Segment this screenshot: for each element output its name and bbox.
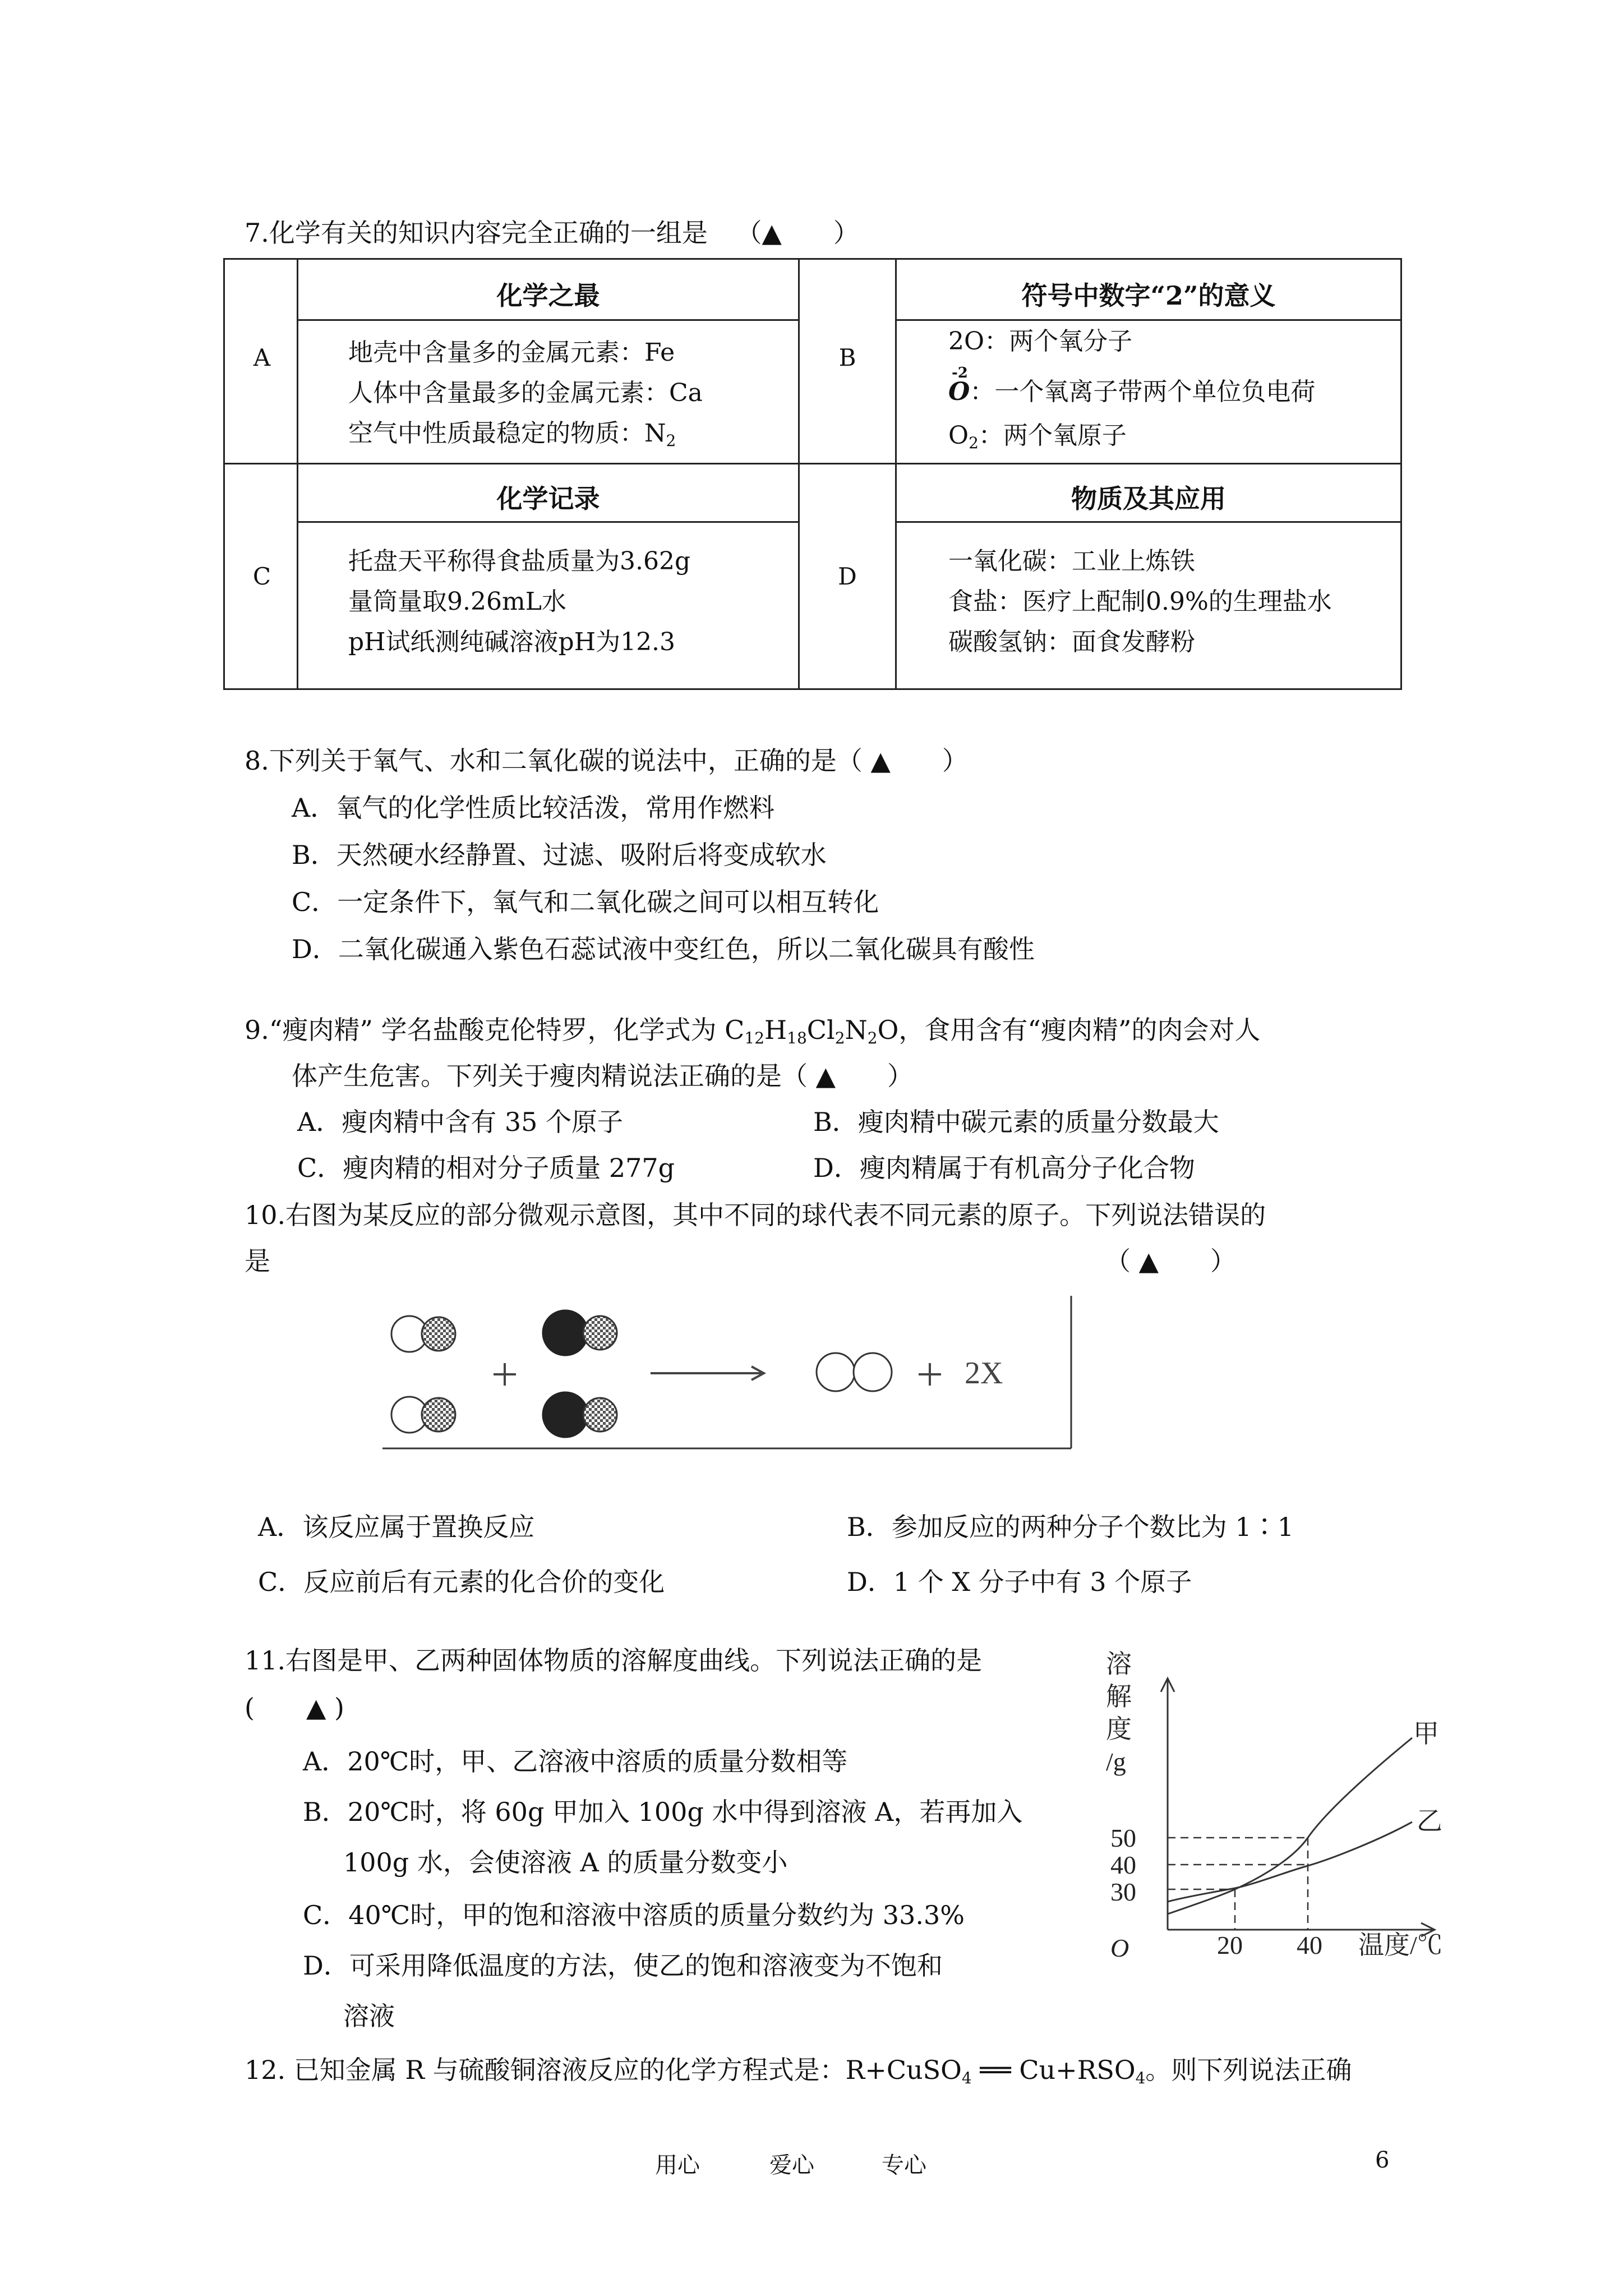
q11-option-b-line1: B．20℃时，将 60g 甲加入 100g 水中得到溶液 A，若再加入: [303, 1797, 1023, 1827]
q8-option-c: C．一定条件下，氧气和二氧化碳之间可以相互转化: [292, 887, 879, 917]
product-2x-label: 2X: [965, 1356, 1003, 1391]
table-divider: [225, 463, 1402, 464]
y-tick-label-40: 40: [1110, 1851, 1136, 1879]
q9-stem-line2: 体产生危害。下列关于瘦肉精说法正确的是（ ▲ ）: [292, 1061, 913, 1091]
cell-c-line1: 托盘天平称得食盐质量为3.62g: [348, 547, 691, 576]
cell-b-line2-text: ：一个氧离子带两个单位负电荷: [970, 378, 1316, 406]
y-axis-label-char: 溶: [1106, 1650, 1132, 1678]
subscript: 2: [666, 431, 676, 450]
q8-option-a: A．氧气的化学性质比较活泼，常用作燃料: [292, 793, 775, 823]
table-divider: [297, 260, 298, 690]
x-tick-label-20: 20: [1217, 1931, 1243, 1959]
reactant-molecule-black-checkered: [543, 1392, 617, 1437]
table-divider: [798, 260, 800, 690]
y-axis-label-char: /g: [1106, 1747, 1126, 1776]
cell-d-line2: 食盐：医疗上配制0.9%的生理盐水: [948, 587, 1332, 616]
cell-letter-b: B: [838, 344, 856, 371]
subscript: 18: [787, 1029, 807, 1047]
q8-option-d: D．二氧化碳通入紫色石蕊试液中变红色，所以二氧化碳具有酸性: [292, 934, 1035, 964]
table-divider: [895, 260, 897, 690]
footer-motto-3: 专心: [882, 2152, 926, 2178]
cell-b-line1: 2O：两个氧分子: [948, 327, 1133, 356]
q9-option-d: D．瘦肉精属于有机高分子化合物: [813, 1153, 1195, 1183]
x-tick-label-40: 40: [1297, 1931, 1322, 1959]
q10-option-a: A．该反应属于置换反应: [258, 1512, 535, 1542]
reaction-arrow: [651, 1366, 764, 1380]
cell-letter-c: C: [252, 563, 271, 590]
subscript: 2: [834, 1029, 845, 1047]
curve-label-yi: 乙: [1417, 1807, 1442, 1835]
reactant-molecule-white-checkered: [391, 1316, 455, 1352]
footer-motto-1: 用心: [655, 2152, 700, 2178]
reactant-molecule-black-checkered: [543, 1310, 617, 1355]
y-tick-label-50: 50: [1110, 1824, 1136, 1852]
q9-stem-text: 9.“瘦肉精” 学名盐酸克伦特罗，化学式为 C: [245, 1015, 745, 1045]
footer-motto-2: 爱心: [769, 2152, 814, 2178]
cell-d-line3: 碳酸氢钠：面食发酵粉: [948, 628, 1195, 656]
header-substances-uses: 物质及其应用: [1071, 484, 1226, 514]
subscript: 4: [1135, 2069, 1146, 2087]
q12-stem: [245, 2053, 1352, 2095]
oxygen-symbol: O: [948, 378, 970, 406]
y-tick-label-30: 30: [1110, 1878, 1136, 1906]
q11-stem-line2: ( ▲ ): [245, 1692, 344, 1723]
q10-answer-bracket: （ ▲ ）: [1105, 1246, 1236, 1276]
q7-stem: [245, 216, 859, 250]
dashed-guide-lines: [1168, 1838, 1308, 1930]
q11-stem-line1: 11.右图是甲、乙两种固体物质的溶解度曲线。下列说法正确的是: [245, 1645, 983, 1676]
origin-label: O: [1110, 1934, 1129, 1962]
subscript: 2: [969, 434, 979, 452]
cell-letter-d: D: [838, 563, 857, 590]
x-axis-label: 温度/℃: [1358, 1931, 1443, 1959]
q11-option-a: A．20℃时，甲、乙溶液中溶质的质量分数相等: [303, 1746, 848, 1777]
cell-c-line2: 量筒量取9.26mL水: [348, 587, 566, 616]
q10-option-c: C．反应前后有元素的化合价的变化: [258, 1567, 665, 1597]
header-chem-records: 化学记录: [496, 484, 600, 514]
subscript: 12: [744, 1029, 765, 1047]
graph-axes: [1161, 1678, 1435, 1936]
q7-table: [223, 258, 1402, 690]
product-molecule-white-white: [817, 1353, 892, 1391]
o2-symbol: O: [948, 421, 969, 450]
cell-letter-a: A: [253, 344, 271, 371]
q11-option-d-line1: D．可采用降低温度的方法，使乙的饱和溶液变为不饱和: [303, 1950, 943, 1981]
q10-option-b: B．参加反应的两种分子个数比为 1∶1: [847, 1512, 1294, 1542]
valence-superscript: -2: [952, 365, 968, 381]
q11-option-d-line2: 溶液: [343, 2001, 395, 2031]
formula-part: N: [845, 1015, 868, 1045]
table-divider: [895, 319, 1402, 321]
subscript: 2: [867, 1029, 878, 1047]
formula-part: H: [764, 1015, 787, 1045]
q8-stem: 8.下列关于氧气、水和二氧化碳的说法中，正确的是（ ▲ ）: [245, 746, 968, 776]
q9-option-a: A．瘦肉精中含有 35 个原子: [297, 1107, 623, 1137]
cell-d-line1: 一氧化碳：工业上炼铁: [948, 547, 1195, 576]
q11-option-c: C．40℃时，甲的饱和溶液中溶质的质量分数约为 33.3%: [303, 1900, 965, 1930]
table-divider: [297, 319, 800, 321]
cell-b-line3-text: ：两个氧原子: [978, 421, 1127, 450]
header-number-2-meaning: 符号中数字“2”的意义: [1021, 280, 1276, 311]
cell-b-line3: [948, 416, 1127, 463]
q10-stem-line1: 10.右图为某反应的部分微观示意图，其中不同的球代表不同元素的原子。下列说法错误的: [245, 1200, 1266, 1230]
q9-stem-text: ，食用含有“瘦肉精”的肉会对人: [898, 1015, 1261, 1045]
solubility-curve-graph: [1105, 1644, 1492, 1991]
q8-option-b: B．天然硬水经静置、过滤、吸附后将变成软水: [292, 840, 827, 870]
cell-a-line2: 人体中含量最多的金属元素：Ca: [348, 379, 703, 407]
q10-stem-line2: 是: [245, 1246, 270, 1276]
solubility-curve-yi: [1168, 1822, 1412, 1902]
table-divider: [895, 521, 1402, 523]
cell-a-line3: [348, 413, 676, 461]
oxygen-symbol-with-valence: [948, 365, 970, 412]
q9-stem-line1: [245, 1013, 1260, 1055]
q10-reaction-diagram: [376, 1290, 1077, 1458]
q12-stem-text: 12. 已知金属 R 与硫酸铜溶液反应的化学方程式是：R+CuSO: [245, 2055, 962, 2085]
q9-option-b: B．瘦肉精中碳元素的质量分数最大: [813, 1107, 1219, 1137]
reactant-molecule-white-checkered: [391, 1397, 455, 1433]
q7-answer-bracket: （▲ ）: [736, 218, 859, 248]
cell-b-line2: [948, 365, 1316, 412]
q11-option-b-line2: 100g 水，会使溶液 A 的质量分数变小: [343, 1847, 788, 1878]
table-divider: [297, 521, 800, 523]
y-axis-label-char: 解: [1106, 1682, 1132, 1711]
formula-part: Cl: [806, 1015, 835, 1045]
plus-sign: [494, 1363, 516, 1386]
q7-stem-text: 7.化学有关的知识内容完全正确的一组是: [245, 218, 708, 248]
y-axis-label-char: 度: [1106, 1715, 1132, 1743]
cell-a-line1: 地壳中含量多的金属元素：Fe: [348, 338, 675, 367]
q10-option-d: D．1 个 X 分子中有 3 个原子: [847, 1567, 1192, 1597]
plus-sign: [919, 1363, 941, 1386]
header-chem-superlatives: 化学之最: [496, 280, 600, 311]
q12-stem-text: 。则下列说法正确: [1145, 2055, 1352, 2085]
cell-c-line3: pH试纸测纯碱溶液pH为12.3: [348, 628, 676, 656]
page-number: 6: [1375, 2147, 1390, 2173]
solubility-curve-jia: [1168, 1738, 1412, 1914]
subscript: 4: [961, 2069, 972, 2087]
q12-equation: ══ Cu+RSO: [971, 2055, 1136, 2085]
curve-label-jia: 甲: [1413, 1719, 1439, 1748]
q9-option-c: C．瘦肉精的相对分子质量 277g: [297, 1153, 675, 1183]
cell-a-line3-text: 空气中性质最稳定的物质：N: [348, 419, 666, 448]
formula-part: O: [877, 1015, 899, 1045]
